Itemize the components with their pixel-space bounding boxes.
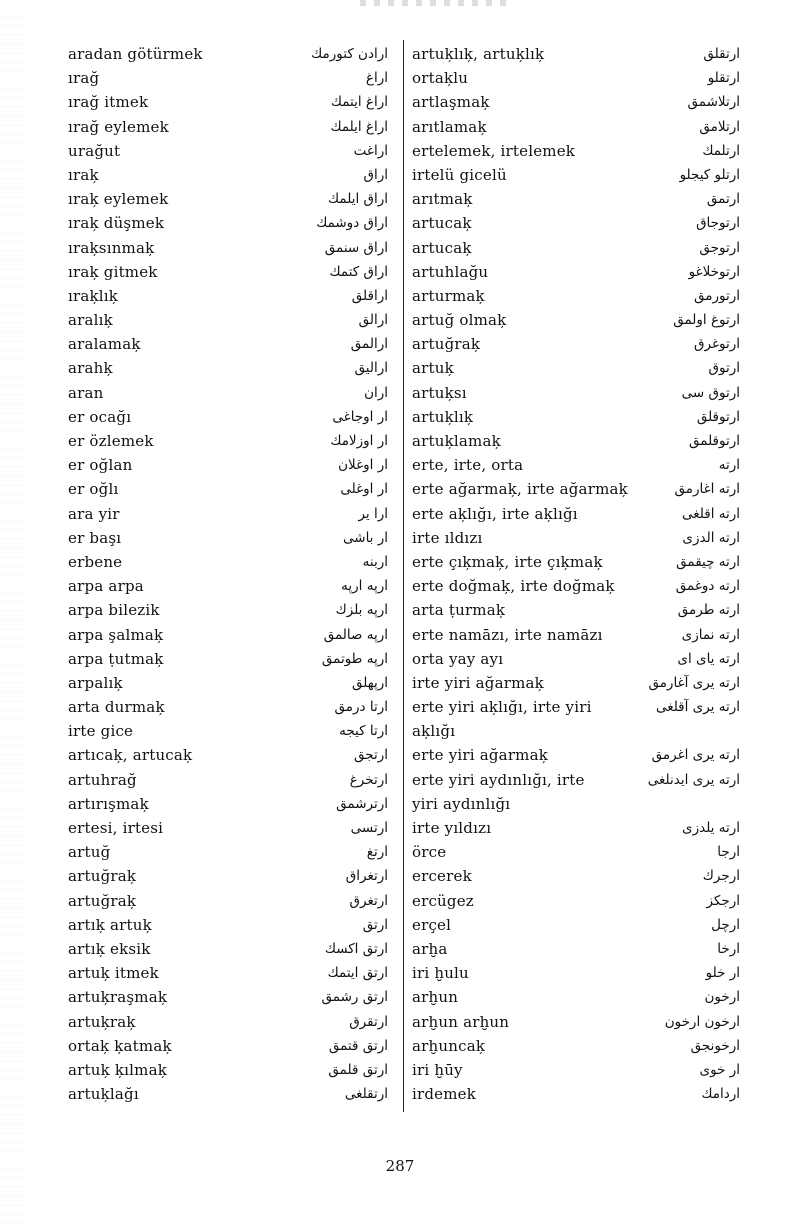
left-column [68, 42, 400, 1106]
dictionary-entry [412, 961, 740, 985]
dictionary-entry [68, 647, 400, 671]
entry-ottoman-script: ار اوغلان [338, 457, 388, 474]
dictionary-entry [68, 90, 400, 114]
entry-headword: ıraķ [68, 165, 99, 184]
entry-headword: artucaķ [412, 214, 472, 233]
entry-ottoman-script: ارتورمق [693, 287, 740, 304]
dictionary-entry [68, 743, 400, 767]
entry-headword: ıraķ gitmek [68, 262, 158, 281]
dictionary-entry [412, 671, 740, 695]
dictionary-entry [68, 477, 400, 501]
entry-headword: artuķlıķ [412, 407, 474, 426]
entry-headword: er oğlı [68, 480, 119, 499]
dictionary-entry [68, 381, 400, 405]
entry-headword: ara yir [68, 504, 120, 523]
dictionary-entry [68, 163, 400, 187]
dictionary-entry [68, 42, 400, 66]
dictionary-entry [412, 647, 740, 671]
entry-ottoman-script: اراق سنمق [324, 239, 388, 256]
dictionary-entry [68, 1034, 400, 1058]
entry-headword: ırağ eylemek [68, 117, 169, 136]
dictionary-entry [412, 719, 740, 743]
entry-ottoman-script: اراليق [354, 360, 388, 377]
entry-headword: aralamaķ [68, 335, 141, 354]
entry-headword: erte doğmaķ, irte doğmaķ [412, 577, 615, 596]
entry-headword: örce [412, 843, 447, 862]
entry-ottoman-script: ارتوخلاغو [688, 263, 740, 280]
dictionary-entry [68, 405, 400, 429]
entry-ottoman-script: ارته چيقمق [676, 553, 740, 570]
entry-headword: artuğ [68, 843, 111, 862]
dictionary-entry [68, 115, 400, 139]
dictionary-entry [412, 1010, 740, 1034]
dictionary-entry [68, 913, 400, 937]
dictionary-entry [412, 163, 740, 187]
entry-headword: artlaşmaķ [412, 93, 490, 112]
entry-headword: er oğlan [68, 456, 133, 475]
entry-headword: artıcaķ, artucaķ [68, 746, 193, 765]
entry-ottoman-script: ارتلو كيجلو [679, 166, 740, 183]
entry-headword: ırağ itmek [68, 93, 149, 112]
entry-ottoman-script: ارخا [717, 940, 740, 957]
dictionary-entry [68, 453, 400, 477]
dictionary-entry [412, 66, 740, 90]
entry-headword: ercügez [412, 891, 474, 910]
entry-ottoman-script: ارتوقلق [696, 408, 740, 425]
dictionary-entry [68, 937, 400, 961]
entry-ottoman-script: ارپه صالمق [323, 626, 388, 643]
entry-headword: arıtmaķ [412, 190, 473, 209]
entry-headword: orta yay ayı [412, 649, 504, 668]
dictionary-entry [412, 187, 740, 211]
entry-headword: erte, irte, orta [412, 456, 524, 475]
entry-ottoman-script: ارچل [711, 916, 740, 933]
entry-ottoman-script: ارته يرى آقلغى [655, 699, 740, 716]
entry-ottoman-script: اراق ايلمك [328, 191, 388, 208]
dictionary-entry [412, 477, 740, 501]
entry-ottoman-script: ار اوغلى [340, 481, 388, 498]
entry-ottoman-script: ارته يرى آغارمق [648, 674, 740, 691]
dictionary-entry [412, 743, 740, 767]
dictionary-entry [68, 550, 400, 574]
entry-ottoman-script: ارتا درمق [334, 699, 388, 716]
entry-headword: artuğraķ [68, 867, 137, 886]
entry-ottoman-script: ارتق اكسك [324, 940, 388, 957]
entry-headword: er başı [68, 528, 122, 547]
entry-headword: arḫun [412, 988, 459, 1007]
dictionary-entry [412, 623, 740, 647]
dictionary-entry [68, 574, 400, 598]
dictionary-entry [412, 42, 740, 66]
dictionary-entry [68, 526, 400, 550]
entry-ottoman-script: ارتخرغ [349, 771, 388, 788]
entry-headword: ertesi, irtesi [68, 819, 164, 837]
entry-headword: erte yiri aķlığı, irte yiri [412, 698, 592, 717]
dictionary-entry [68, 768, 400, 792]
entry-headword: yiri aydınlığı [412, 794, 511, 813]
dictionary-entry [412, 90, 740, 114]
dictionary-entry [68, 502, 400, 526]
entry-headword: er ocağı [68, 407, 132, 426]
entry-ottoman-script: ارتوقلمق [689, 433, 740, 449]
entry-headword: erbene [68, 552, 123, 571]
entry-ottoman-script: ارته نمازى [681, 626, 740, 643]
dictionary-entry [412, 429, 740, 453]
dictionary-entry [412, 550, 740, 574]
dictionary-entry [412, 816, 740, 840]
dictionary-entry [68, 961, 400, 985]
dictionary-entry [412, 768, 740, 792]
entry-headword: arahķ [68, 359, 113, 378]
dictionary-entry [412, 211, 740, 235]
dictionary-entry [68, 284, 400, 308]
entry-ottoman-script: ارته [718, 457, 740, 474]
entry-ottoman-script: ارتقلق [703, 46, 740, 62]
dictionary-entry [68, 1010, 400, 1034]
entry-ottoman-script: اراقلق [351, 287, 388, 304]
entry-headword: artuķraķ [68, 1012, 136, 1031]
entry-ottoman-script: ارتقرق [349, 1013, 388, 1030]
scan-edge-noise [0, 0, 24, 1229]
entry-headword: irte ıldızı [412, 528, 483, 547]
dictionary-entry [68, 308, 400, 332]
entry-ottoman-script: ارته دوغمق [675, 578, 740, 595]
entry-ottoman-script: ارخون [704, 989, 740, 1006]
dictionary-entry [412, 889, 740, 913]
dictionary-entry [412, 937, 740, 961]
entry-headword: artuğ olmaķ [412, 311, 507, 330]
entry-headword: artuhrağ [68, 770, 137, 789]
dictionary-entry [68, 623, 400, 647]
entry-ottoman-script: ارالمق [350, 336, 388, 353]
dictionary-entry [412, 381, 740, 405]
entry-headword: arpa bilezik [68, 601, 160, 620]
page-number: 287 [385, 1157, 415, 1175]
entry-ottoman-script: ارتقلغى [344, 1086, 388, 1103]
entry-ottoman-script: اراغ ايلمك [330, 118, 388, 135]
entry-ottoman-script: ارتلاشمق [687, 94, 740, 111]
dictionary-entry [68, 236, 400, 260]
dictionary-entry [68, 816, 400, 840]
entry-headword: ıraķ eylemek [68, 190, 169, 209]
dictionary-entry [68, 66, 400, 90]
dictionary-entry [412, 792, 740, 816]
entry-ottoman-script: ارپه بلزك [335, 602, 388, 619]
entry-headword: artuķlıķ, artuķlıķ [412, 45, 545, 63]
dictionary-entry [412, 453, 740, 477]
dictionary-entry [68, 332, 400, 356]
entry-ottoman-script: ارتوق سى [681, 384, 740, 401]
entry-headword: arpa arpa [68, 577, 144, 596]
entry-headword: irdemek [412, 1085, 477, 1104]
dictionary-entry [68, 792, 400, 816]
entry-ottoman-script: ارته اغارمق [674, 481, 740, 498]
entry-headword: erte namāzı, irte namāzı [412, 625, 603, 644]
entry-headword: artuğraķ [412, 335, 481, 354]
dictionary-entry [68, 864, 400, 888]
entry-ottoman-script: ارخونجق [690, 1037, 740, 1054]
dictionary-entry [68, 356, 400, 380]
dictionary-entry [412, 598, 740, 622]
entry-ottoman-script: اراق كتمك [329, 263, 388, 280]
entry-headword: arıtlamaķ [412, 117, 487, 136]
entry-headword: arta durmaķ [68, 698, 165, 717]
entry-ottoman-script: ار خوى [699, 1061, 740, 1078]
entry-ottoman-script: ارتمق [706, 191, 740, 208]
dictionary-entry [412, 695, 740, 719]
entry-headword: erte çıķmaķ, irte çıķmaķ [412, 552, 603, 571]
dictionary-entry [68, 139, 400, 163]
dictionary-entry [412, 502, 740, 526]
dictionary-entry [412, 332, 740, 356]
dictionary-entry [412, 864, 740, 888]
dictionary-entry [412, 115, 740, 139]
entry-ottoman-script: ارتوجق [699, 239, 740, 256]
entry-ottoman-script: ارتلامق [699, 118, 740, 135]
dictionary-entry [412, 985, 740, 1009]
entry-ottoman-script: ارتق قتمق [328, 1037, 388, 1054]
dictionary-entry [412, 526, 740, 550]
dictionary-entry [412, 308, 740, 332]
entry-headword: aralıķ [68, 311, 113, 330]
entry-ottoman-script: ارتجق [353, 747, 388, 764]
entry-headword: irte yiri ağarmaķ [412, 673, 544, 692]
entry-ottoman-script: ارادن كتورمك [311, 46, 388, 62]
entry-ottoman-script: ارتق [362, 916, 388, 933]
entry-headword: iri ḫulu [412, 964, 469, 983]
entry-headword: artuķ [412, 359, 454, 378]
entry-ottoman-script: ارتسى [350, 820, 388, 836]
dictionary-entry [412, 840, 740, 864]
entry-ottoman-script: ارتغراق [345, 868, 388, 885]
entry-ottoman-script: ارتا كيجه [339, 723, 388, 740]
entry-headword: artıķ artuķ [68, 915, 152, 934]
entry-headword: er özlemek [68, 432, 154, 450]
entry-headword: arḫun arḫun [412, 1012, 510, 1031]
dictionary-entry [412, 1034, 740, 1058]
dictionary-entry [68, 985, 400, 1009]
entry-ottoman-script: ارتوغ اولمق [673, 312, 740, 329]
entry-ottoman-script: ارپه طوتمق [321, 650, 388, 667]
dictionary-entry [68, 1082, 400, 1106]
entry-ottoman-script: ار اوجاغى [332, 408, 388, 425]
entry-ottoman-script: ارتلمك [702, 142, 740, 159]
entry-ottoman-script: ارخون ارخون [664, 1013, 740, 1030]
entry-headword: ıraķsınmaķ [68, 238, 155, 257]
entry-ottoman-script: ارتوغرق [694, 336, 740, 353]
entry-headword: arpa ṭutmaķ [68, 649, 164, 668]
dictionary-entry [68, 187, 400, 211]
scan-top-marks [360, 0, 510, 6]
entry-ottoman-script: اراغت [353, 142, 388, 159]
entry-headword: ortaķ ķatmaķ [68, 1036, 172, 1055]
entry-ottoman-script: ارپهلق [352, 674, 388, 691]
entry-headword: aķlığı [412, 722, 456, 741]
entry-ottoman-script: ارترشمق [336, 795, 388, 812]
entry-headword: erte ağarmaķ, irte ağarmaķ [412, 480, 628, 499]
entry-ottoman-script: اربنه [362, 553, 388, 570]
entry-headword: artuğraķ [68, 891, 137, 910]
entry-ottoman-script: ارجرك [702, 868, 740, 885]
entry-ottoman-script: اراق دوشمك [316, 215, 388, 232]
entry-headword: artuķlamaķ [412, 432, 501, 450]
entry-headword: artuķ itmek [68, 964, 159, 983]
entry-ottoman-script: ارالق [358, 312, 388, 329]
dictionary-entry [68, 211, 400, 235]
entry-headword: erte yiri ağarmaķ [412, 746, 549, 765]
dictionary-entry [412, 913, 740, 937]
entry-ottoman-script: ارجا [717, 844, 740, 861]
entry-ottoman-script: ارته الدزى [682, 529, 740, 546]
entry-headword: erte yiri aydınlığı, irte [412, 770, 585, 789]
entry-ottoman-script: ارته طرمق [677, 602, 740, 619]
entry-headword: aradan götürmek [68, 45, 203, 63]
entry-ottoman-script: ارته يرى ايدنلغى [647, 771, 740, 788]
entry-headword: arḫa [412, 939, 448, 958]
entry-headword: ıraķ düşmek [68, 214, 165, 233]
dictionary-entry [412, 139, 740, 163]
entry-ottoman-script: ارتقلو [707, 70, 740, 87]
entry-ottoman-script: ارپه ارپه [341, 578, 388, 595]
dictionary-entry [68, 840, 400, 864]
entry-headword: ortaķlu [412, 69, 469, 88]
dictionary-entry [68, 719, 400, 743]
entry-headword: arpa şalmaķ [68, 625, 164, 644]
entry-headword: artuķsı [412, 383, 467, 402]
entry-ottoman-script: اراغ ايتمك [330, 94, 388, 111]
dictionary-entry [412, 574, 740, 598]
entry-headword: arpalıķ [68, 673, 123, 692]
dictionary-entry [68, 695, 400, 719]
dictionary-entry [412, 405, 740, 429]
entry-headword: erte aķlığı, irte aķlığı [412, 504, 578, 523]
dictionary-entry [412, 284, 740, 308]
entry-headword: arta ṭurmaķ [412, 601, 506, 620]
dictionary-entry [68, 889, 400, 913]
entry-ottoman-script: ارجكز [706, 892, 740, 909]
entry-headword: urağut [68, 141, 121, 160]
right-column [412, 42, 740, 1106]
entry-ottoman-script: ارته اقلغى [682, 505, 740, 522]
entry-headword: artuķ ķılmaķ [68, 1060, 167, 1079]
entry-ottoman-script: ار باشى [343, 529, 388, 546]
entry-headword: iri ḫūy [412, 1060, 463, 1079]
entry-headword: artuhlağu [412, 262, 489, 281]
dictionary-entry [68, 429, 400, 453]
dictionary-entry [68, 260, 400, 284]
entry-headword: ırağ [68, 69, 100, 88]
entry-headword: aran [68, 383, 104, 402]
dictionary-entry [412, 1082, 740, 1106]
entry-ottoman-script: ار خلو [705, 965, 740, 982]
dictionary-entry [68, 1058, 400, 1082]
entry-headword: artıķ eksik [68, 939, 151, 958]
dictionary-entry [412, 1058, 740, 1082]
entry-headword: artuķlağı [68, 1085, 139, 1104]
dictionary-entry [412, 236, 740, 260]
entry-ottoman-script: ارته يرى اغرمق [651, 747, 740, 764]
dictionary-entry [68, 671, 400, 695]
entry-ottoman-script: ارتق ايتمك [327, 965, 388, 982]
entry-headword: erçel [412, 915, 452, 934]
entry-headword: irtelü gicelü [412, 165, 507, 184]
entry-ottoman-script: اراق [363, 166, 388, 183]
entry-headword: ercerek [412, 867, 472, 886]
entry-ottoman-script: اردامك [701, 1086, 740, 1103]
entry-headword: irte gice [68, 722, 134, 741]
dictionary-entry [412, 260, 740, 284]
entry-headword: irte yıldızı [412, 819, 492, 837]
entry-ottoman-script: ارتوجاق [696, 215, 740, 232]
entry-headword: ıraķlıķ [68, 286, 119, 305]
entry-ottoman-script: ارتق قلمق [328, 1061, 388, 1078]
entry-headword: artucaķ [412, 238, 472, 257]
entry-headword: arturmaķ [412, 286, 485, 305]
entry-ottoman-script: ارته يلدزى [682, 820, 740, 836]
entry-ottoman-script: ارته ياى اى [677, 650, 740, 667]
entry-ottoman-script: ارتغرق [349, 892, 388, 909]
entry-ottoman-script: اران [364, 384, 388, 401]
column-divider [403, 40, 404, 1112]
entry-ottoman-script: ارتغ [366, 844, 388, 861]
dictionary-entry [412, 356, 740, 380]
entry-headword: artırışmaķ [68, 794, 149, 813]
entry-ottoman-script: ارا ير [358, 505, 388, 522]
entry-headword: ertelemek, irtelemek [412, 141, 576, 160]
entry-ottoman-script: ار اوزلامك [330, 433, 388, 449]
entry-ottoman-script: ارتوق [708, 360, 740, 377]
entry-headword: artuķraşmaķ [68, 988, 168, 1007]
entry-ottoman-script: اراغ [365, 70, 388, 87]
entry-ottoman-script: ارتق رشمق [321, 989, 388, 1006]
dictionary-entry [68, 598, 400, 622]
entry-headword: arḫuncaķ [412, 1036, 486, 1055]
